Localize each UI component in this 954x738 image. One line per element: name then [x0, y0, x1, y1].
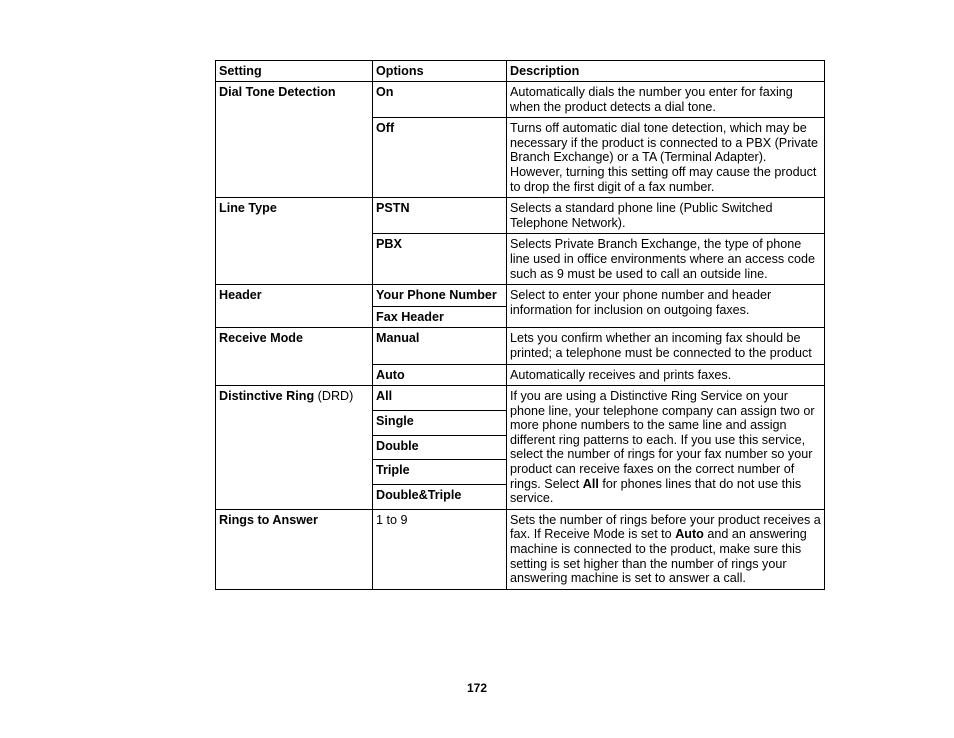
column-header-setting: Setting: [216, 61, 373, 82]
description-manual: Lets you confirm whether an incoming fax should be printed; a telephone must be connected to the product: [507, 328, 825, 364]
setting-distinctive-ring: [216, 386, 373, 510]
option-double: Double: [373, 435, 507, 460]
setting-receive-mode: Receive Mode: [216, 328, 373, 386]
column-header-options: Options: [373, 61, 507, 82]
description-on: Automatically dials the number you enter for faxing when the product detects a dial tone.: [507, 82, 825, 118]
table-row: [216, 285, 825, 307]
option-off: Off: [373, 118, 507, 198]
table-row: [216, 328, 825, 364]
option-triple: Triple: [373, 460, 507, 485]
description-text: If you are using a Distinctive Ring Service on your phone line, your telephone company can assign two or more phone numbers to the same line and assign different ring patterns to each. If you use this service, select the number of rings for your fax number so your product can receive faxes on the correct number of rings. Select: [510, 389, 815, 491]
option-single: Single: [373, 410, 507, 435]
option-double-triple: Double&Triple: [373, 485, 507, 510]
setting-line-type: Line Type: [216, 198, 373, 285]
option-on: On: [373, 82, 507, 118]
setting-distinctive-ring-label: Distinctive Ring: [219, 389, 315, 404]
description-bold-text: Auto: [675, 527, 704, 542]
option-all: All: [373, 386, 507, 411]
table-row: [216, 386, 825, 411]
page-number: 172: [466, 681, 488, 695]
fax-settings-table: [215, 60, 825, 590]
description-bold-text: All: [582, 476, 599, 491]
option-1-to-9: 1 to 9: [373, 509, 507, 589]
description-header: Select to enter your phone number and header information for inclusion on outgoing faxes.: [507, 285, 825, 328]
option-pstn: PSTN: [373, 198, 507, 234]
option-auto: Auto: [373, 364, 507, 386]
option-your-phone-number: Your Phone Number: [373, 285, 507, 307]
table-row: [216, 82, 825, 118]
option-pbx: PBX: [373, 234, 507, 285]
description-text: and an answering machine is connected to the product, make sure this setting is set higher than the number of rings your answering machine is set to answer a call.: [510, 527, 807, 586]
setting-dial-tone-detection: Dial Tone Detection: [216, 82, 373, 198]
description-pbx: Selects Private Branch Exchange, the type of phone line used in office environments where an access code such as 9 must be used to call an outside line.: [507, 234, 825, 285]
table-row: [216, 509, 825, 589]
description-pstn: Selects a standard phone line (Public Switched Telephone Network).: [507, 198, 825, 234]
option-fax-header: Fax Header: [373, 306, 507, 328]
setting-header: Header: [216, 285, 373, 328]
description-auto: Automatically receives and prints faxes.: [507, 364, 825, 386]
description-text: for phones lines that do not use this service.: [510, 476, 802, 506]
option-manual: Manual: [373, 328, 507, 364]
table-row: [216, 198, 825, 234]
setting-rings-to-answer: Rings to Answer: [216, 509, 373, 589]
setting-distinctive-ring-suffix: (DRD): [314, 389, 354, 404]
description-rings-to-answer: [507, 509, 825, 589]
description-text: Sets the number of rings before your product receives a fax. If Receive Mode is set to: [510, 512, 821, 542]
description-off: Turns off automatic dial tone detection, which may be necessary if the product is connected to a PBX (Private Branch Exchange) or a TA (Terminal Adapter). However, turning this setting off may cause the product to drop the first digit of a fax number.: [507, 118, 825, 198]
description-distinctive-ring: [507, 386, 825, 510]
column-header-description: Description: [507, 61, 825, 82]
table-header-row: [216, 61, 825, 82]
